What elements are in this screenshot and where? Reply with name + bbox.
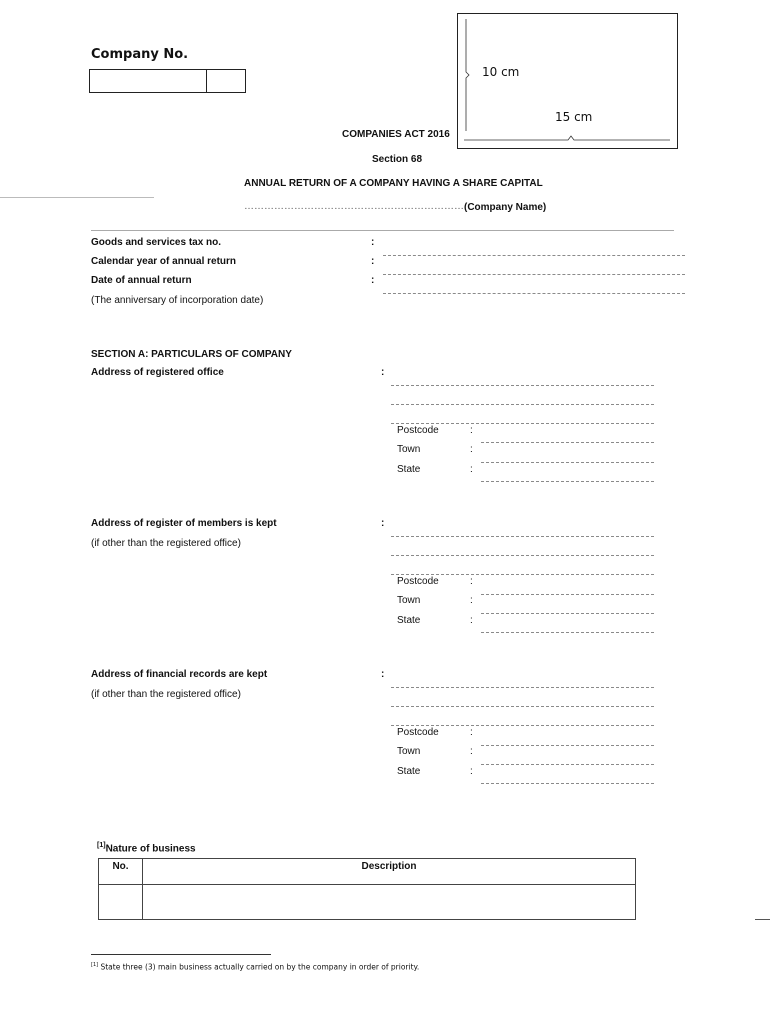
calendar-year-colon: : xyxy=(371,256,375,267)
table-header-description: Description xyxy=(143,859,636,885)
date-label: Date of annual return xyxy=(91,275,192,286)
members-register-state-label: State xyxy=(397,615,421,626)
date-note: (The anniversary of incorporation date) xyxy=(91,295,264,306)
financial-records-town-label: Town xyxy=(397,746,421,757)
financial-records-postcode-field[interactable] xyxy=(481,745,654,746)
financial-records-line-3[interactable] xyxy=(391,725,654,726)
photo-width-label: 15 cm xyxy=(555,110,593,124)
registered-office-postcode-colon: : xyxy=(470,425,473,436)
gst-label: Goods and services tax no. xyxy=(91,237,222,248)
gst-field[interactable] xyxy=(383,255,685,256)
footnote xyxy=(91,962,419,972)
financial-records-colon: : xyxy=(381,669,385,680)
financial-records-line-1[interactable] xyxy=(391,687,654,688)
registered-office-line-3[interactable] xyxy=(391,423,654,424)
members-register-postcode-colon: : xyxy=(470,576,473,587)
company-no-label: Company No. xyxy=(91,47,189,62)
photo-dimension-brackets xyxy=(458,16,678,146)
footnote-ref-superscript: [1] xyxy=(97,842,106,849)
members-register-town-field[interactable] xyxy=(481,613,654,614)
nature-of-business-title-text: Nature of business xyxy=(105,843,196,855)
section-title: Section 68 xyxy=(372,154,423,165)
members-register-postcode-field[interactable] xyxy=(481,594,654,595)
company-no-field[interactable] xyxy=(89,69,246,93)
registered-office-town-field[interactable] xyxy=(481,462,654,463)
registered-office-line-2[interactable] xyxy=(391,404,654,405)
members-register-colon: : xyxy=(381,518,385,529)
members-register-town-label: Town xyxy=(397,595,421,606)
calendar-year-field[interactable] xyxy=(383,274,685,275)
registered-office-postcode-field[interactable] xyxy=(481,442,654,443)
registered-office-town-colon: : xyxy=(470,444,473,455)
table-cell-no[interactable] xyxy=(99,885,143,920)
members-register-state-colon: : xyxy=(470,615,473,626)
photo-height-label: 10 cm xyxy=(482,65,520,79)
gst-colon: : xyxy=(371,237,375,248)
registered-office-town-label: Town xyxy=(397,444,421,455)
registered-office-colon: : xyxy=(381,367,385,378)
registered-office-postcode-label: Postcode xyxy=(397,425,439,436)
margin-rule xyxy=(0,197,154,198)
financial-records-postcode-label: Postcode xyxy=(397,727,439,738)
registered-office-state-field[interactable] xyxy=(481,481,654,482)
financial-records-note: (if other than the registered office) xyxy=(91,689,241,700)
financial-records-label: Address of financial records are kept xyxy=(91,669,268,680)
footnote-ref: [1] xyxy=(91,962,99,968)
form-title: ANNUAL RETURN OF A COMPANY HAVING A SHARE CAPITAL xyxy=(244,178,543,189)
footnote-text: State three (3) main business actually carried on by the company in order of priority. xyxy=(100,962,420,972)
members-register-postcode-label: Postcode xyxy=(397,576,439,587)
company-name-dots: ………………………………………………………… xyxy=(244,201,464,212)
table-header-no: No. xyxy=(99,859,143,885)
members-register-town-colon: : xyxy=(470,595,473,606)
company-name-label: (Company Name) xyxy=(464,202,547,213)
nature-of-business-title xyxy=(97,842,196,854)
company-no-check-digit-divider xyxy=(206,69,207,93)
members-register-line-3[interactable] xyxy=(391,574,654,575)
members-register-line-2[interactable] xyxy=(391,555,654,556)
section-a-title: SECTION A: PARTICULARS OF COMPANY xyxy=(91,349,292,360)
registered-office-state-colon: : xyxy=(470,464,473,475)
members-register-label: Address of register of members is kept xyxy=(91,518,277,529)
registered-office-line-1[interactable] xyxy=(391,385,654,386)
financial-records-town-field[interactable] xyxy=(481,764,654,765)
members-register-state-field[interactable] xyxy=(481,632,654,633)
financial-records-line-2[interactable] xyxy=(391,706,654,707)
nature-of-business-table xyxy=(98,858,636,920)
act-title: COMPANIES ACT 2016 xyxy=(342,129,450,140)
financial-records-town-colon: : xyxy=(470,746,473,757)
calendar-year-label: Calendar year of annual return xyxy=(91,256,237,267)
registered-office-state-label: State xyxy=(397,464,421,475)
date-colon: : xyxy=(371,275,375,286)
members-register-note: (if other than the registered office) xyxy=(91,538,241,549)
footnote-rule xyxy=(91,954,271,955)
financial-records-state-label: State xyxy=(397,766,421,777)
financial-records-postcode-colon: : xyxy=(470,727,473,738)
members-register-line-1[interactable] xyxy=(391,536,654,537)
table-cell-description[interactable] xyxy=(143,885,636,920)
registered-office-label: Address of registered office xyxy=(91,367,224,378)
margin-mark xyxy=(755,919,770,920)
financial-records-state-colon: : xyxy=(470,766,473,777)
date-field[interactable] xyxy=(383,293,685,294)
header-divider xyxy=(91,230,674,231)
financial-records-state-field[interactable] xyxy=(481,783,654,784)
